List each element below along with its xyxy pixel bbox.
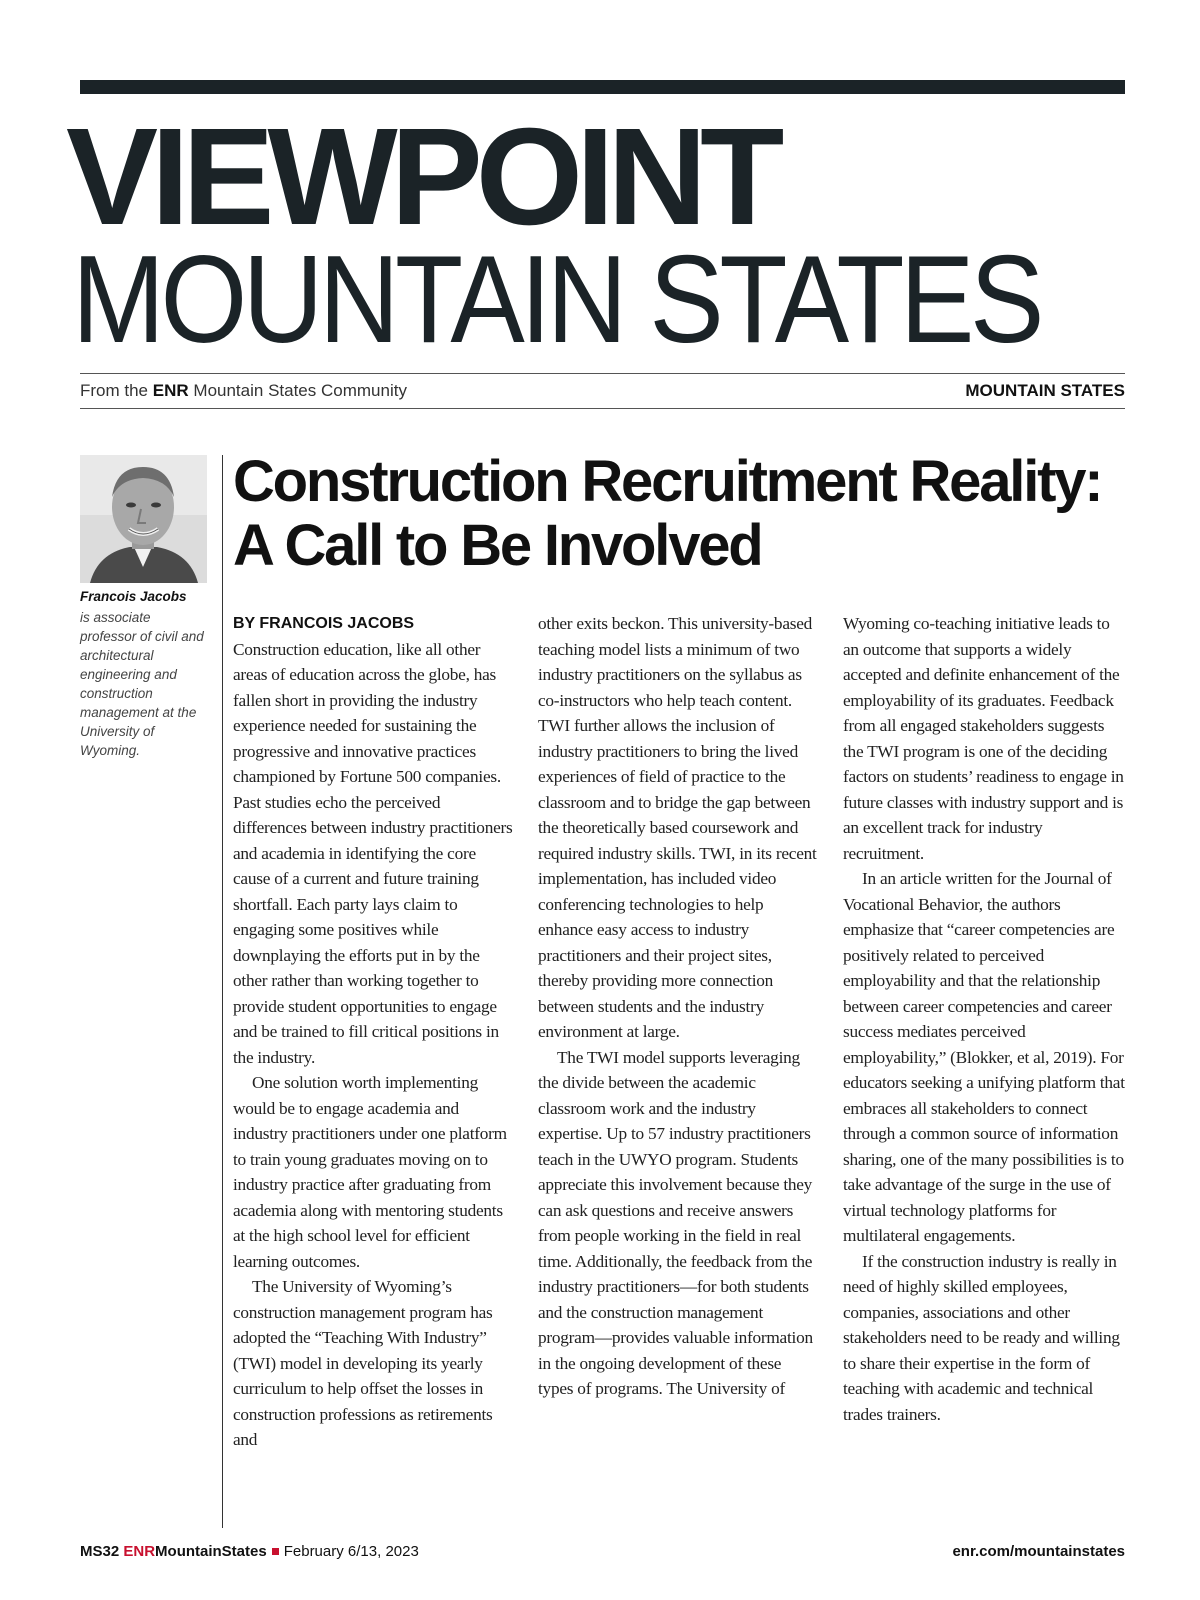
paragraph: other exits beckon. This university-based teaching model lists a minimum of two industry practitioners on the syllabus as co-instructors who help teach content. TWI further allows the inclusion of industry practitioners to bring the lived experiences of field of practice to the classroom and to bridge the gap between the theoretically based coursework and required industry skills. TWI, in its recent implementation, has included video conferencing technologies to help enhance easy access to industry practitioners and their project sites, thereby providing more connection between students and the industry environment at large. (538, 614, 817, 1041)
paragraph: Construction education, like all other areas of education across the globe, has fallen short in providing the industry experience needed for sustaining the progressive and innovative practices championed by Fortune 500 companies. Past studies echo the perceived differences between industry practitioners and academia in identifying the core cause of a current and future training shortfall. Each party lays claim to engaging some positives while downplaying the efforts put in by the other rather than working together to provide student opportunities to engage and be trained to fill critical positions in the industry. (233, 639, 513, 1067)
square-bullet-icon (272, 1548, 279, 1555)
article-headline: Construction Recruitment Reality: A Call to Be Involved (233, 449, 1102, 578)
author-description: is associate professor of civil and architectural engineering and construction management at the University of Wyoming. (80, 610, 204, 758)
masthead-top-bar (80, 80, 1125, 94)
footer-left (80, 1543, 419, 1560)
paragraph: In an article written for the Journal of Vocational Behavior, the authors emphasize that “career competencies are positively related to perceived employability and that the relationship between career competencies and career success mediates perceived employability,” (Blokker, et al, 2019). For educators seeking a unifying platform that embraces all stakeholders to connect through a common source of information sharing, one of the many possibilities is to take advantage of the surge in the use of virtual technology platforms for multilateral engagements. (843, 869, 1125, 1245)
masthead-title: VIEWPOINT (66, 100, 778, 254)
paragraph: Wyoming co-teaching initiative leads to an outcome that supports a widely accepted and definite enhancement of the employability of its graduates. Feedback from all engaged stakeholders suggests the TWI program is one of the deciding factors on students’ readiness to engage in future classes with industry support and is an excellent track for industry recruitment. (843, 614, 1124, 863)
footer-brand-name: MountainStates (155, 1543, 267, 1560)
paragraph: If the construction industry is really in need of highly skilled employees, companies, associations and other stakeholders need to be ready and willing to share their expertise in the form of teaching with academic and technical trades trainers. (843, 1251, 1120, 1424)
community-suffix: Mountain States Community (193, 381, 407, 400)
masthead-subtitle: MOUNTAIN STATES (72, 231, 1040, 369)
community-prefix: From the (80, 381, 149, 400)
issue-date: February 6/13, 2023 (283, 1543, 419, 1560)
footer-brand-enr: ENR (123, 1543, 156, 1560)
article-column-1 (233, 611, 515, 1453)
region-label: MOUNTAIN STATES (965, 381, 1125, 400)
article-column-3 (843, 611, 1125, 1427)
divider-top (80, 373, 1125, 374)
page-number: MS32 (80, 1543, 120, 1560)
author-name: Francois Jacobs (80, 589, 187, 604)
paragraph: One solution worth implementing would be to engage academia and industry practitioners under one platform to train young graduates moving on to industry practice after graduating from academia along with mentoring students at the high school level for efficient learning outcomes. (233, 1073, 507, 1271)
footer-url[interactable]: enr.com/mountainstates (952, 1543, 1125, 1560)
article-byline: BY FRANCOIS JACOBS (233, 615, 415, 632)
article-column-2 (538, 611, 820, 1402)
community-line (80, 381, 407, 401)
divider-bottom (80, 408, 1125, 409)
author-photo (80, 455, 207, 583)
paragraph: The TWI model supports leveraging the divide between the academic classroom work and the industry expertise. Up to 57 industry practitioners teach in the UWYO program. Students appreciate this involvement because they can ask questions and receive answers from people working in the field in real time. Additionally, the feedback from the industry practitioners—for both students and the construction management program—provides valuable information in the ongoing development of these types of programs. The University of (538, 1047, 813, 1398)
column-divider (222, 455, 223, 1528)
paragraph: The University of Wyoming’s construction management program has adopted the “Teaching With Industry” (TWI) model in developing its yearly curriculum to help offset the losses in construction professions as retirements and (233, 1277, 493, 1449)
author-portrait-icon (80, 455, 207, 583)
community-brand: ENR (152, 381, 189, 400)
